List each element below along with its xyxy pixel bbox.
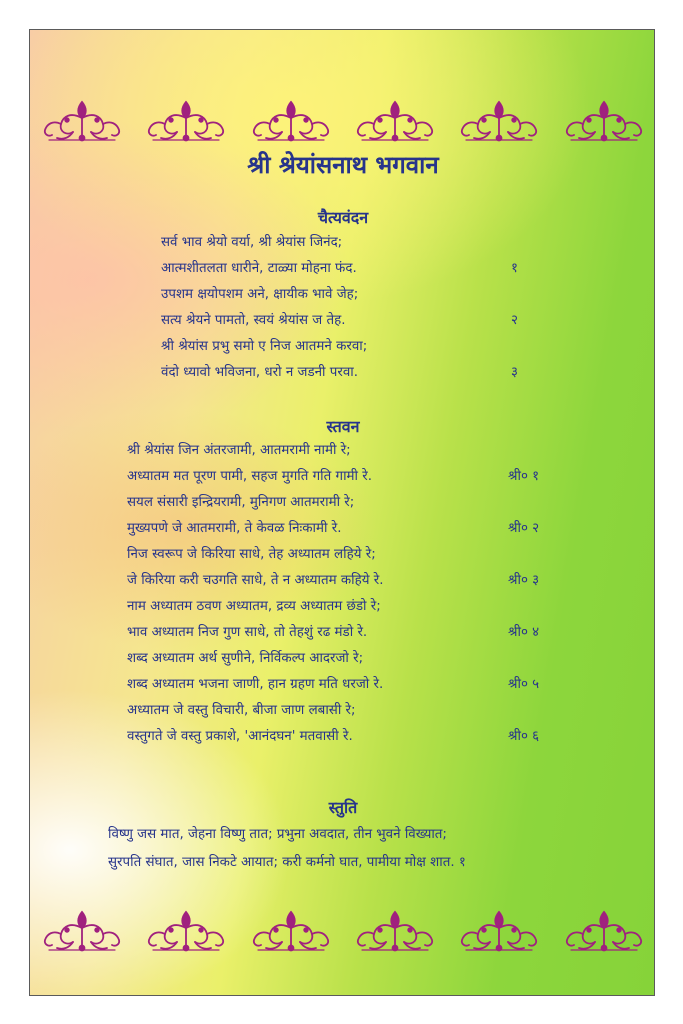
floral-ornament-icon bbox=[145, 96, 227, 144]
chaityavandan-line: उपशम क्षयोपशम अने, क्षायीक भावे जेह; bbox=[161, 287, 359, 302]
stavan-line: अध्यातम जे वस्तु विचारी, बीजा जाण लबासी रे; bbox=[127, 703, 356, 718]
verse-number: श्री० ५ bbox=[508, 677, 540, 692]
stuti-line: सुरपति संघात, जास निकटे आयात; करी कर्मनो घात, पामीया मोक्ष शात. १ bbox=[108, 855, 466, 870]
floral-ornament-icon bbox=[41, 96, 123, 144]
stavan-line: अध्यातम मत पूरण पामी, सहज मुगति गति गामी रे. bbox=[127, 469, 373, 484]
stavan-line: निज स्वरूप जे किरिया साधे, तेह अध्यातम लहिये रे; bbox=[127, 547, 376, 562]
stavan-line: शब्द अध्यातम भजना जाणी, हान ग्रहण मति धरजो रे. bbox=[127, 677, 384, 692]
stavan-line: मुख्यपणे जे आतमरामी, ते केवळ निःकामी रे. bbox=[127, 521, 342, 536]
floral-ornament-icon bbox=[563, 96, 645, 144]
floral-ornament-icon bbox=[563, 906, 645, 954]
chaityavandan-line: वंदो ध्यावो भविजना, धरो न जडनी परवा. bbox=[161, 365, 359, 380]
chaityavandan-line: सर्व भाव श्रेयो वर्या, श्री श्रेयांस जिनंद; bbox=[161, 235, 343, 250]
verse-number: श्री० २ bbox=[508, 521, 540, 536]
stavan-line: शब्द अध्यातम अर्थ सुणीने, निर्विकल्प आदरजो रे; bbox=[127, 651, 364, 666]
stuti-heading: स्तुति bbox=[328, 798, 358, 817]
page-background bbox=[29, 29, 655, 996]
floral-ornament-icon bbox=[250, 906, 332, 954]
page-title: श्री श्रेयांसनाथ भगवान bbox=[247, 151, 439, 179]
floral-ornament-icon bbox=[250, 96, 332, 144]
top-ornament-border bbox=[30, 90, 655, 150]
stuti-line: विष्णु जस मात, जेहना विष्णु तात; प्रभुना अवदात, तीन भुवने विख्यात; bbox=[108, 827, 447, 842]
chaityavandan-heading: चैत्यवंदन bbox=[317, 208, 369, 227]
floral-ornament-icon bbox=[458, 906, 540, 954]
floral-ornament-icon bbox=[354, 906, 436, 954]
stavan-line: जे किरिया करी चउगति साधे, ते न अध्यातम कहिये रे. bbox=[127, 573, 384, 588]
floral-ornament-icon bbox=[458, 96, 540, 144]
stavan-line: सयल संसारी इन्द्रियरामी, मुनिगण आतमरामी रे; bbox=[127, 495, 355, 510]
chaityavandan-line: आत्मशीतलता धारीने, टाळ्या मोहना फंद. bbox=[161, 261, 357, 276]
verse-number: ३ bbox=[511, 365, 518, 380]
chaityavandan-line: श्री श्रेयांस प्रभु समो ए निज आतमने करवा; bbox=[161, 339, 368, 354]
verse-number: श्री० ४ bbox=[508, 625, 540, 640]
bottom-ornament-border bbox=[30, 900, 655, 960]
floral-ornament-icon bbox=[145, 906, 227, 954]
verse-number: श्री० १ bbox=[508, 469, 540, 484]
verse-number: २ bbox=[511, 313, 518, 328]
verse-number: श्री० ३ bbox=[508, 573, 540, 588]
floral-ornament-icon bbox=[41, 906, 123, 954]
stavan-line: नाम अध्यातम ठवण अध्यातम, द्रव्य अध्यातम छंडो रे; bbox=[127, 599, 381, 614]
floral-ornament-icon bbox=[354, 96, 436, 144]
stavan-heading: स्तवन bbox=[326, 417, 360, 436]
stavan-line: श्री श्रेयांस जिन अंतरजामी, आतमरामी नामी रे; bbox=[127, 443, 351, 458]
stavan-line: वस्तुगते जे वस्तु प्रकाशे, 'आनंदघन' मतवासी रे. bbox=[127, 729, 353, 744]
stavan-line: भाव अध्यातम निज गुण साधे, तो तेहशुं रढ मंडो रे. bbox=[127, 625, 368, 640]
verse-number: १ bbox=[511, 261, 518, 276]
verse-number: श्री० ६ bbox=[508, 729, 540, 744]
chaityavandan-line: सत्य श्रेयने पामतो, स्वयं श्रेयांस ज तेह. bbox=[161, 313, 346, 328]
